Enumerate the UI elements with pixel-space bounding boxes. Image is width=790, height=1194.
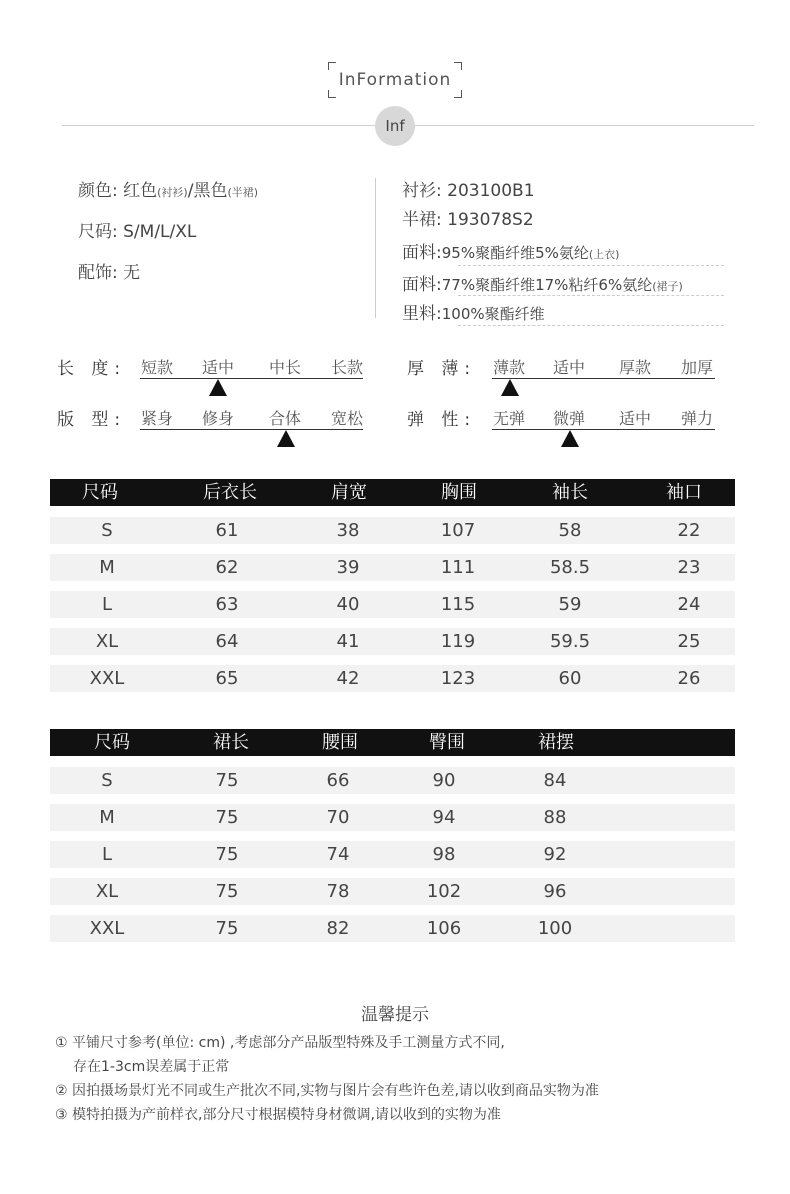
thickness-scale-line	[492, 378, 715, 379]
length-option: 中长	[269, 358, 302, 377]
table-cell: 75	[215, 918, 239, 939]
thickness-indicator-icon	[501, 379, 519, 396]
table-cell: M	[99, 807, 115, 828]
fit-option: 修身	[202, 409, 235, 428]
table-cell: M	[99, 557, 115, 578]
table-cell: 58.5	[549, 557, 591, 578]
fit-scale-line	[140, 429, 363, 430]
lining-info	[402, 299, 545, 324]
table-row	[50, 591, 735, 618]
table-cell: 59	[558, 594, 582, 615]
table-cell: 23	[677, 557, 701, 578]
thickness-option: 厚款	[619, 358, 652, 377]
length-option: 适中	[202, 358, 235, 377]
fit-option: 紧身	[141, 409, 174, 428]
table-cell: 75	[215, 770, 239, 791]
corner-bracket-icon	[328, 62, 336, 70]
length-indicator-icon	[209, 379, 227, 396]
table-cell: 100	[537, 918, 573, 939]
elasticity-label: 弹 性:	[407, 410, 477, 430]
fabric-skirt-value: 77%聚酯纤维17%粘纤6%氨纶	[441, 276, 653, 294]
skirt-label: 半裙:	[402, 210, 442, 230]
table-row	[50, 665, 735, 692]
table-cell: 64	[215, 631, 239, 652]
elasticity-indicator-icon	[561, 430, 579, 447]
accessory-info	[78, 258, 140, 283]
fabric-top-note: (上衣)	[588, 248, 620, 261]
length-option: 长款	[331, 358, 364, 377]
table-cell: 102	[426, 881, 462, 902]
fabric-label: 面料:	[402, 275, 442, 295]
thickness-label: 厚 薄:	[407, 359, 477, 379]
fabric-top-value: 95%聚酯纤维5%氨纶	[441, 244, 589, 262]
thickness-option: 薄款	[493, 358, 526, 377]
fit-label: 版 型:	[57, 410, 127, 430]
elasticity-scale-line	[492, 429, 715, 430]
shirt-code-info	[402, 176, 535, 201]
column-header: 裙长	[213, 732, 249, 753]
table-cell: 82	[326, 918, 350, 939]
table-cell: 94	[432, 807, 456, 828]
skirt-code: 193078S2	[447, 210, 534, 230]
table-cell: 75	[215, 881, 239, 902]
color-black-note: (半裙)	[227, 186, 259, 199]
fit-indicator-icon	[277, 430, 295, 447]
size-label: 尺码:	[78, 222, 118, 242]
table-cell: 65	[215, 668, 239, 689]
tip-item: ① 平铺尺寸参考(单位: cm) ,考虑部分产品版型特殊及手工测量方式不同,	[55, 1035, 505, 1051]
table-row	[50, 841, 735, 868]
table-cell: XL	[95, 631, 119, 652]
column-header: 袖长	[552, 482, 588, 503]
color-label: 颜色:	[78, 181, 118, 201]
fit-option: 宽松	[331, 409, 364, 428]
accessory-value: 无	[123, 263, 141, 283]
thickness-option: 加厚	[681, 358, 714, 377]
thickness-option: 适中	[553, 358, 586, 377]
tip-item: ③ 模特拍摄为产前样衣,部分尺寸根据模特身材微调,请以收到的实物为准	[55, 1107, 501, 1123]
table-cell: 40	[336, 594, 360, 615]
table-cell: 90	[432, 770, 456, 791]
corner-bracket-icon	[454, 90, 462, 98]
tip-item: 存在1-3cm误差属于正常	[73, 1059, 230, 1075]
length-scale-line	[140, 378, 363, 379]
table-cell: 106	[426, 918, 462, 939]
column-header: 腰围	[322, 732, 358, 753]
tips-title: 温馨提示	[361, 1005, 429, 1025]
corner-bracket-icon	[454, 62, 462, 70]
table-cell: 107	[440, 520, 476, 541]
corner-bracket-icon	[328, 90, 336, 98]
table-cell: 123	[440, 668, 476, 689]
table-cell: 75	[215, 844, 239, 865]
table-cell: 78	[326, 881, 350, 902]
table-cell: 59.5	[549, 631, 591, 652]
table-cell: 70	[326, 807, 350, 828]
table-cell: XXL	[89, 668, 125, 689]
shirt-code: 203100B1	[447, 181, 535, 201]
table-cell: L	[101, 594, 113, 615]
color-info	[78, 176, 258, 201]
table-cell: 61	[215, 520, 239, 541]
table-cell: 66	[326, 770, 350, 791]
column-header: 胸围	[441, 482, 477, 503]
size-info	[78, 217, 196, 242]
table-cell: XXL	[89, 918, 125, 939]
table-cell: 63	[215, 594, 239, 615]
table-cell: L	[101, 844, 113, 865]
elasticity-option: 无弹	[493, 409, 526, 428]
table-row	[50, 554, 735, 581]
table-cell: 41	[336, 631, 360, 652]
elasticity-option: 弹力	[681, 409, 714, 428]
table-cell: XL	[95, 881, 119, 902]
table-cell: 60	[558, 668, 582, 689]
table-cell: 38	[336, 520, 360, 541]
table-cell: 26	[677, 668, 701, 689]
table-cell: 111	[440, 557, 476, 578]
column-header: 袖口	[666, 482, 702, 503]
color-red-note: (衬衫)	[157, 186, 188, 199]
table-cell: 74	[326, 844, 350, 865]
table-cell: 84	[543, 770, 567, 791]
fabric-skirt-info	[402, 270, 683, 295]
dashed-divider	[458, 265, 724, 266]
table-cell: 58	[558, 520, 582, 541]
fabric-top-info	[402, 238, 619, 263]
lining-label: 里料:	[402, 304, 442, 324]
dashed-divider	[458, 295, 724, 296]
fit-option: 合体	[269, 409, 302, 428]
table-cell: S	[101, 770, 113, 791]
table-row	[50, 628, 735, 655]
shirt-label: 衬衫:	[402, 181, 442, 201]
dashed-divider	[458, 325, 724, 326]
fabric-skirt-note: (裙子)	[652, 280, 683, 293]
column-header: 尺码	[94, 732, 130, 753]
table-cell: 39	[336, 557, 360, 578]
color-black: /黑色	[187, 181, 228, 201]
inf-badge: Inf	[375, 106, 415, 146]
skirt-code-info	[402, 205, 534, 230]
elasticity-option: 适中	[619, 409, 652, 428]
table-row	[50, 915, 735, 942]
table-cell: 92	[543, 844, 567, 865]
table-header	[50, 729, 735, 756]
fabric-label: 面料:	[402, 243, 442, 263]
table-cell: 62	[215, 557, 239, 578]
vertical-divider	[375, 178, 376, 318]
tip-item: ② 因拍摄场景灯光不同或生产批次不同,实物与图片会有些许色差,请以收到商品实物为准	[55, 1083, 599, 1099]
table-row	[50, 804, 735, 831]
column-header: 肩宽	[331, 482, 367, 503]
section-title	[328, 62, 462, 98]
table-cell: S	[101, 520, 113, 541]
column-header: 臀围	[429, 732, 465, 753]
table-cell: 22	[677, 520, 701, 541]
length-option: 短款	[141, 358, 174, 377]
table-cell: 75	[215, 807, 239, 828]
lining-value: 100%聚酯纤维	[441, 305, 545, 323]
table-header	[50, 479, 735, 506]
accessory-label: 配饰:	[78, 263, 118, 283]
table-cell: 98	[432, 844, 456, 865]
table-row	[50, 878, 735, 905]
column-header: 尺码	[82, 482, 118, 503]
column-header: 裙摆	[538, 732, 574, 753]
table-cell: 24	[677, 594, 701, 615]
elasticity-option: 微弹	[553, 409, 586, 428]
section-title-text: InFormation	[338, 70, 452, 90]
table-cell: 115	[440, 594, 476, 615]
length-label: 长 度:	[57, 359, 127, 379]
column-header: 后衣长	[203, 482, 257, 503]
table-cell: 88	[543, 807, 567, 828]
color-red: 红色	[123, 181, 158, 201]
table-cell: 119	[440, 631, 476, 652]
size-value: S/M/L/XL	[123, 222, 197, 242]
table-row	[50, 767, 735, 794]
table-cell: 25	[677, 631, 701, 652]
table-cell: 96	[543, 881, 567, 902]
table-cell: 42	[336, 668, 360, 689]
table-row	[50, 517, 735, 544]
